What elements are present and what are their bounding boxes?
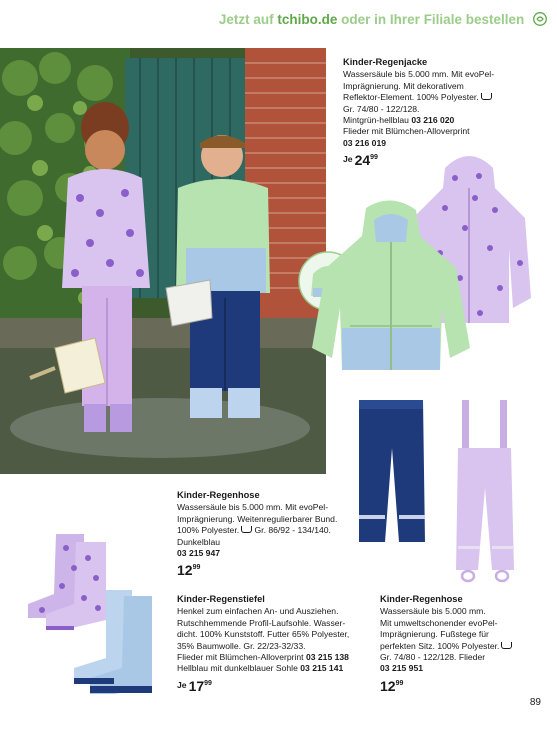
washing-care-icon bbox=[481, 93, 492, 100]
jacket-article-1: 03 216 020 bbox=[411, 115, 455, 126]
boots-variant-1-row bbox=[177, 652, 349, 663]
jacket-mint-image bbox=[310, 198, 472, 374]
jacket-desc-1: Wassersäule bis 5.000 mm. Mit evoPel- bbox=[343, 69, 495, 80]
washing-care-icon bbox=[241, 526, 252, 533]
boots-desc-2: Rutschhemmende Profil-Laufsohle. Wasser- bbox=[177, 617, 346, 628]
pants-lilac-price-cent: 99 bbox=[395, 679, 404, 687]
jacket-variant-2: Flieder mit Blümchen-Alloverprint bbox=[343, 126, 470, 137]
boots-title: Kinder-Regenstiefel bbox=[177, 594, 265, 604]
pants-lilac-image bbox=[452, 398, 517, 586]
pants-lilac-desc-3: Imprägnierung. Fußstege für bbox=[380, 629, 489, 640]
pants-lilac-desc-2: Mit umweltschonender evoPel- bbox=[380, 617, 498, 628]
pants-lilac-price-euro: 12 bbox=[380, 677, 396, 694]
pants-blue-desc-2: Imprägnierung. Weitenregulierbarer Bund. bbox=[177, 513, 338, 524]
boots-article-2: 03 215 141 bbox=[300, 663, 344, 674]
pants-lilac-article: 03 215 951 bbox=[380, 663, 424, 674]
boots-desc-4: 35% Baumwolle. Gr. 22/23-32/33. bbox=[177, 640, 306, 651]
jacket-price-euro: 24 bbox=[354, 152, 371, 169]
jacket-desc-2: Imprägnierung. Mit dekorativem bbox=[343, 80, 464, 91]
pants-lilac-desc-5: Gr. 74/80 - 122/128. Flieder bbox=[380, 652, 486, 663]
banner-text-2: oder in Ihrer Filiale bestellen bbox=[337, 12, 525, 27]
pants-lilac-price bbox=[380, 678, 512, 694]
jacket-variant-1: Mintgrün-hellblau bbox=[343, 115, 412, 126]
pants-blue-desc-1: Wassersäule bis 5.000 mm. Mit evoPel- bbox=[177, 502, 329, 513]
boots-variant-2: Hellblau mit dunkelblauer Sohle bbox=[177, 663, 301, 674]
boots-price bbox=[177, 678, 349, 694]
pants-navy-image bbox=[355, 398, 427, 546]
pants-lilac-desc-4: perfekten Sitz. 100% Polyester. bbox=[380, 640, 500, 651]
pants-blue-desc-3: 100% Polyester. bbox=[177, 525, 240, 536]
kids-photo bbox=[0, 48, 326, 474]
pants-lilac-info bbox=[380, 594, 512, 694]
pants-blue-price-cent: 99 bbox=[192, 564, 201, 572]
banner-link-tchibo[interactable]: tchibo.de bbox=[277, 12, 338, 27]
jacket-price-prefix: Je bbox=[343, 154, 353, 165]
pants-lilac-title: Kinder-Regenhose bbox=[380, 594, 463, 604]
jacket-article-2: 03 216 019 bbox=[343, 137, 387, 148]
jacket-desc-3: Reflektor-Element. 100% Polyester. bbox=[343, 92, 479, 103]
jacket-price-cent: 99 bbox=[370, 154, 378, 162]
boots-price-euro: 17 bbox=[188, 677, 205, 694]
pants-lilac-desc-1: Wassersäule bis 5.000 mm. bbox=[380, 606, 486, 617]
jacket-variant-1-row bbox=[343, 115, 494, 126]
banner-text-1: Jetzt auf bbox=[218, 12, 278, 27]
jacket-desc-3-row bbox=[343, 92, 494, 103]
boots-article-1: 03 215 138 bbox=[305, 652, 349, 663]
washing-care-icon bbox=[501, 642, 512, 649]
pants-blue-color: Dunkelblau bbox=[177, 536, 220, 547]
pants-lilac-desc-4-row bbox=[380, 641, 512, 652]
pants-blue-info bbox=[177, 490, 337, 579]
boots-desc-3: dicht. 100% Kunststoff. Futter 65% Polyester, bbox=[177, 629, 350, 640]
pants-blue-size: Gr. 86/92 - 134/140. bbox=[252, 525, 331, 536]
jacket-desc-4: Gr. 74/80 - 122/128. bbox=[343, 103, 420, 114]
page-number: 89 bbox=[529, 697, 541, 708]
boots-image bbox=[22, 528, 172, 696]
boots-variant-1: Flieder mit Blümchen-Alloverprint bbox=[177, 652, 306, 663]
pants-blue-price bbox=[177, 562, 337, 578]
jacket-title: Kinder-Regenjacke bbox=[343, 57, 428, 67]
boots-variant-2-row bbox=[177, 663, 349, 674]
boots-info bbox=[177, 594, 349, 694]
order-banner[interactable] bbox=[219, 12, 547, 27]
pants-blue-title: Kinder-Regenhose bbox=[177, 490, 260, 500]
pants-blue-desc-3-row bbox=[177, 525, 337, 536]
pants-blue-article: 03 215 947 bbox=[177, 548, 221, 559]
boots-price-cent: 99 bbox=[204, 679, 212, 687]
tchibo-logo-icon bbox=[533, 12, 547, 26]
boots-price-prefix: Je bbox=[177, 679, 187, 690]
pants-blue-price-euro: 12 bbox=[177, 562, 193, 579]
boots-desc-1: Henkel zum einfachen An- und Ausziehen. bbox=[177, 606, 339, 617]
